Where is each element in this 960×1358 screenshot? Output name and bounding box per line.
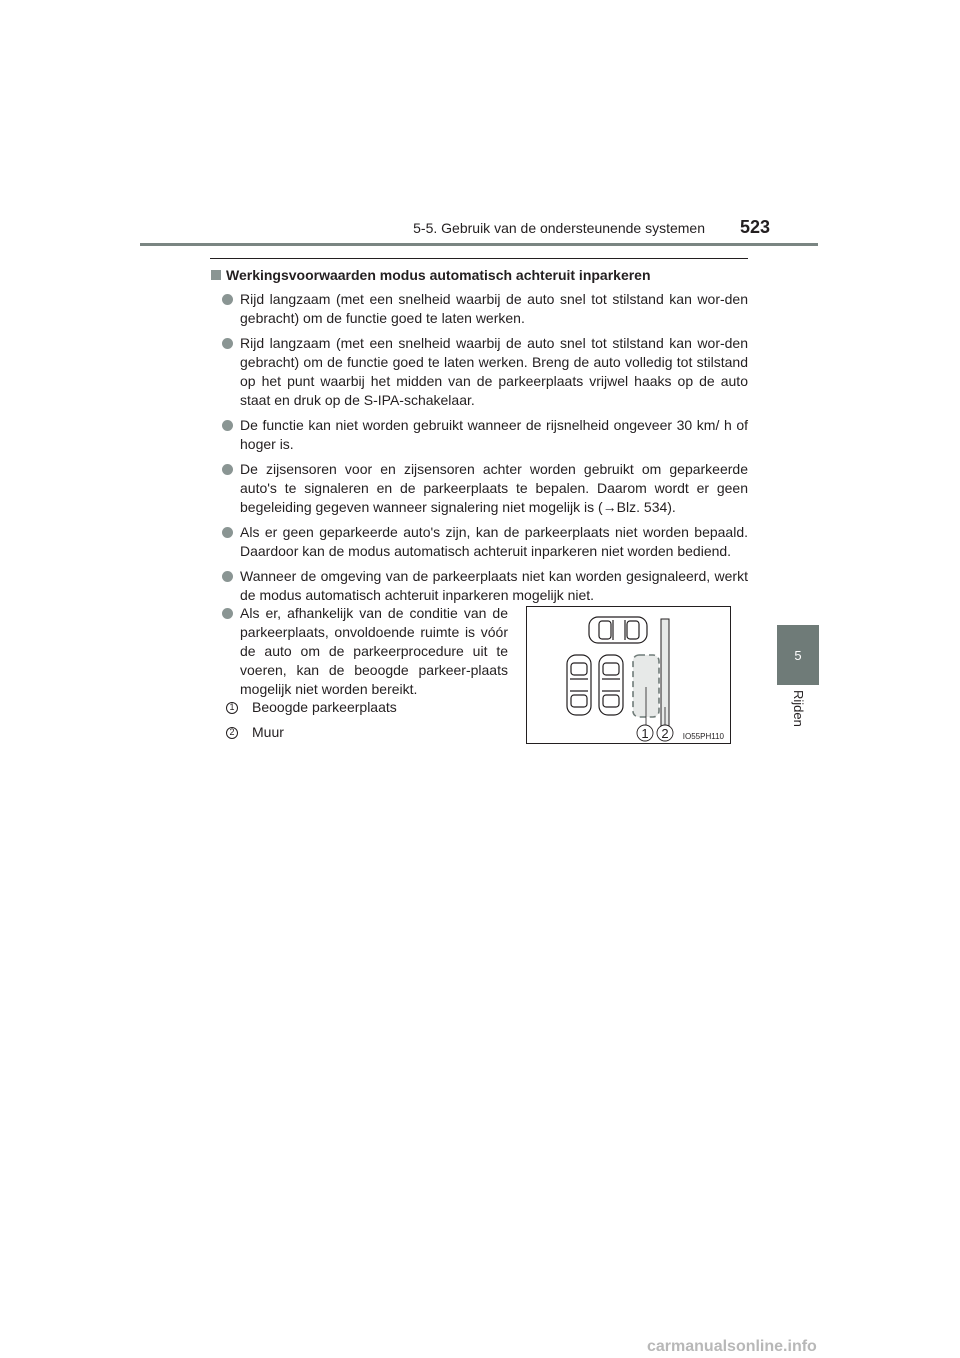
legend-label: Muur — [252, 724, 284, 740]
list-item — [222, 290, 748, 328]
section-heading — [211, 266, 751, 285]
list-item-text: De zijsensoren voor en zijsensoren achter worden gebruikt om geparkeerde auto's te signaleren en de parkeerplaats te bepalen. Daarom wordt er geen begeleiding gegeven wanneer signalering niet mogelijk is (→Blz. 534). — [240, 461, 748, 515]
bullet-dot-icon — [222, 527, 233, 538]
watermark: carmanualsonline.info — [647, 1338, 817, 1355]
list-item-text: Als er, afhankelijk van de conditie van de parkeerplaats, onvoldoende ruimte is vóór de auto om de parkeerprocedure uit te voeren, kan de beoogde parkeer-plaats mogelijk niet worden bereikt. — [240, 605, 508, 697]
bullet-dot-icon — [222, 571, 233, 582]
bullet-dot-icon — [222, 294, 233, 305]
parked-car-right-icon — [599, 655, 623, 715]
content-divider — [210, 258, 748, 259]
list-item-text: Als er geen geparkeerde auto's zijn, kan de parkeerplaats niet worden bepaald. Daardoor kan de modus automatisch achteruit inparkeren niet worden bediend. — [240, 524, 748, 559]
callout-number-icon: 2 — [226, 727, 238, 739]
list-item — [222, 567, 748, 605]
chapter-label: Rijden — [791, 690, 806, 727]
car-top-icon — [589, 617, 647, 643]
bullet-dot-icon — [222, 420, 233, 431]
square-bullet-icon — [211, 270, 221, 280]
bullet-dot-icon — [222, 338, 233, 349]
list-item-text: De functie kan niet worden gebruikt wanneer de rijsnelheid ongeveer 30 km/ h of hoger is. — [240, 417, 748, 452]
figure-legend — [226, 698, 506, 748]
list-item-text: Rijd langzaam (met een snelheid waarbij de auto snel tot stilstand kan wor-den gebracht) om de functie goed te laten werken. — [240, 291, 748, 326]
legend-item — [226, 723, 506, 742]
list-item-with-figure — [222, 604, 508, 699]
list-item-text: Wanneer de omgeving van de parkeerplaats niet kan worden gesignaleerd, werkt de modus automatisch achteruit inparkeren mogelijk niet. — [240, 568, 748, 603]
header-divider — [140, 243, 818, 246]
list-item — [222, 460, 748, 517]
figure-code: IO55PH110 — [682, 732, 724, 741]
list-item-text: Rijd langzaam (met een snelheid waarbij de auto snel tot stilstand kan wor-den gebracht) om de functie goed te laten werken. Breng de auto volledig tot stilstand op het punt waarbij het midden van de parkeerplaats vrijwel haaks op de auto staat en druk op de S-IPA-schakelaar. — [240, 335, 748, 408]
parked-car-left-icon — [567, 655, 591, 715]
parking-diagram — [527, 607, 730, 743]
chapter-tab — [777, 625, 819, 685]
list-item — [222, 416, 748, 454]
section-heading-text: Werkingsvoorwaarden modus automatisch achteruit inparkeren — [226, 267, 651, 283]
callout-2-label: 2 — [661, 726, 669, 741]
header-section-title: 5-5. Gebruik van de ondersteunende systemen — [413, 220, 705, 236]
list-item — [222, 523, 748, 561]
page-number: 523 — [740, 217, 771, 237]
bullet-list — [222, 290, 748, 611]
parking-figure — [526, 606, 731, 744]
bullet-dot-icon — [222, 464, 233, 475]
legend-label: Beoogde parkeerplaats — [252, 699, 397, 715]
legend-item — [226, 698, 506, 717]
bullet-dot-icon — [222, 608, 233, 619]
callout-1-label: 1 — [641, 726, 649, 741]
callout-number-icon: 1 — [226, 702, 238, 714]
list-item — [222, 334, 748, 410]
chapter-number: 5 — [794, 647, 802, 663]
